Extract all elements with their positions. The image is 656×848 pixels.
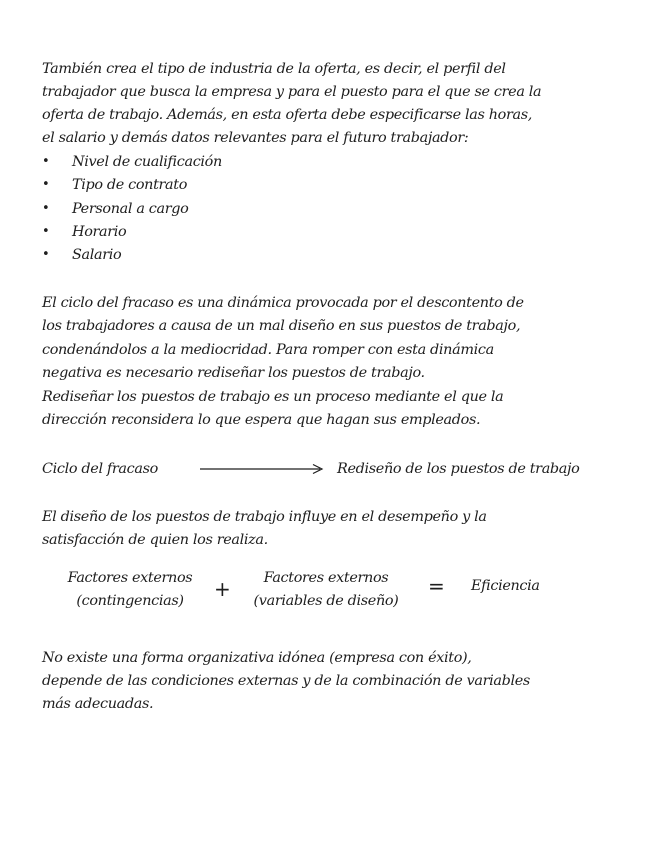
text-line: los trabajadores a causa de un mal diseño en sus puestos de trabajo, xyxy=(42,318,521,334)
bullet-marker: • xyxy=(42,177,50,192)
bullet-item: Personal a cargo xyxy=(72,201,189,217)
right-arrow-icon xyxy=(198,462,328,476)
bullet-marker: • xyxy=(42,224,50,239)
equation-term-line: Factores externos xyxy=(263,570,389,586)
equation-term-line: (variables de diseño) xyxy=(253,593,399,609)
plus-sign: + xyxy=(214,577,231,601)
equals-sign: = xyxy=(428,574,445,598)
equation-term-contingencies xyxy=(56,567,204,613)
flow-source-label: Ciclo del fracaso xyxy=(42,461,158,477)
bullet-item: Nivel de cualificación xyxy=(72,154,222,170)
text-line: depende de las condiciones externas y de la combinación de variables xyxy=(42,673,530,689)
bullet-marker: • xyxy=(42,247,50,262)
text-line: condenándolos a la mediocridad. Para romper con esta dinámica xyxy=(42,342,494,358)
bullet-marker: • xyxy=(42,201,50,216)
flow-target-label: Rediseño de los puestos de trabajo xyxy=(337,461,580,477)
text-line: satisfacción de quien los realiza. xyxy=(42,532,268,548)
bullet-item: Salario xyxy=(72,247,122,263)
text-line: trabajador que busca la empresa y para el puesto para el que se crea la xyxy=(42,84,542,100)
bullet-item: Tipo de contrato xyxy=(72,177,188,193)
text-line: dirección reconsidera lo que espera que hagan sus empleados. xyxy=(42,412,481,428)
equation-term-design-variables xyxy=(238,567,414,613)
equation-term-line: (contingencias) xyxy=(76,593,184,609)
bullet-item: Horario xyxy=(72,224,127,240)
text-line: También crea el tipo de industria de la oferta, es decir, el perfil del xyxy=(42,61,506,77)
text-line: El ciclo del fracaso es una dinámica provocada por el descontento de xyxy=(42,295,524,311)
bullet-marker: • xyxy=(42,154,50,169)
text-line: El diseño de los puestos de trabajo influye en el desempeño y la xyxy=(42,509,487,525)
text-line: No existe una forma organizativa idónea (empresa con éxito), xyxy=(42,650,472,666)
text-line: negativa es necesario rediseñar los puestos de trabajo. xyxy=(42,365,425,381)
text-line: oferta de trabajo. Además, en esta oferta debe especificarse las horas, xyxy=(42,107,532,123)
equation-result: Eficiencia xyxy=(471,578,540,594)
equation-term-line: Factores externos xyxy=(67,570,193,586)
text-line: Rediseñar los puestos de trabajo es un proceso mediante el que la xyxy=(42,389,504,405)
text-line: más adecuadas. xyxy=(42,696,154,712)
text-line: el salario y demás datos relevantes para el futuro trabajador: xyxy=(42,130,469,146)
